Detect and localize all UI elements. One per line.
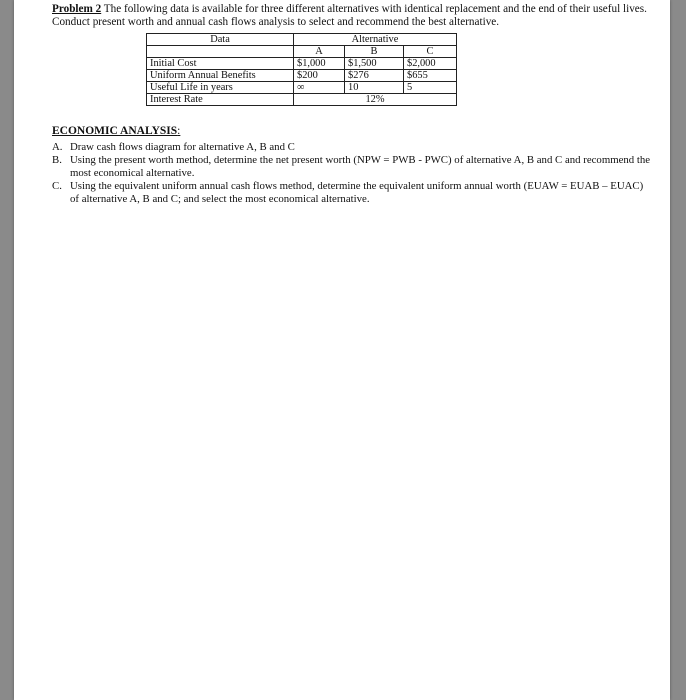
interest-value: 12% (294, 94, 457, 106)
item-letter: B. (52, 154, 62, 166)
item-letter: A. (52, 141, 63, 153)
section-heading (52, 125, 180, 137)
cell-a: $200 (294, 70, 345, 82)
cell-c: $2,000 (404, 58, 457, 70)
item-letter: C. (52, 180, 62, 192)
header-data: Data (147, 34, 294, 46)
row-label: Initial Cost (147, 58, 294, 70)
heading-colon: : (177, 125, 181, 137)
table-row (147, 82, 457, 94)
alt-a-header: A (294, 46, 345, 58)
cell-b: $1,500 (345, 58, 404, 70)
list-item (52, 180, 652, 206)
table-header-row (147, 34, 457, 46)
table-row-interest (147, 94, 457, 106)
cell-b: 10 (345, 82, 404, 94)
header-alternative: Alternative (294, 34, 457, 46)
cell-a: ∞ (294, 82, 345, 94)
alt-b-header: B (345, 46, 404, 58)
table-alt-row (147, 46, 457, 58)
alternatives-table (146, 33, 457, 106)
problem-label: Problem 2 (52, 3, 102, 15)
problem-statement (52, 3, 652, 29)
interest-label: Interest Rate (147, 94, 294, 106)
row-label: Uniform Annual Benefits (147, 70, 294, 82)
cell-c: 5 (404, 82, 457, 94)
table-cell-empty (147, 46, 294, 58)
list-item (52, 141, 652, 154)
heading-text: ECONOMIC ANALYSIS (52, 125, 178, 137)
alt-c-header: C (404, 46, 457, 58)
row-label: Useful Life in years (147, 82, 294, 94)
table-row (147, 70, 457, 82)
table-row (147, 58, 457, 70)
cell-a: $1,000 (294, 58, 345, 70)
item-text: Using the equivalent uniform annual cash flows method, determine the equivalent uniform annual worth (EUAW = EUAB – EUAC) of alternative A, B and C; and select the most economical alternative. (70, 180, 644, 205)
list-item (52, 154, 652, 180)
cell-b: $276 (345, 70, 404, 82)
item-text: Using the present worth method, determine the net present worth (NPW = PWB - PWC) of alternative A, B and C and recommend the most economical alternative. (70, 154, 651, 179)
question-list (52, 141, 652, 206)
document-page (14, 0, 670, 700)
cell-c: $655 (404, 70, 457, 82)
item-text: Draw cash flows diagram for alternative A, B and C (70, 141, 295, 153)
problem-text: The following data is available for three different alternatives with identical replacement and the end of their useful lives. Conduct present worth and annual cash flows analysis to select and recommend the best alternative. (52, 3, 647, 28)
